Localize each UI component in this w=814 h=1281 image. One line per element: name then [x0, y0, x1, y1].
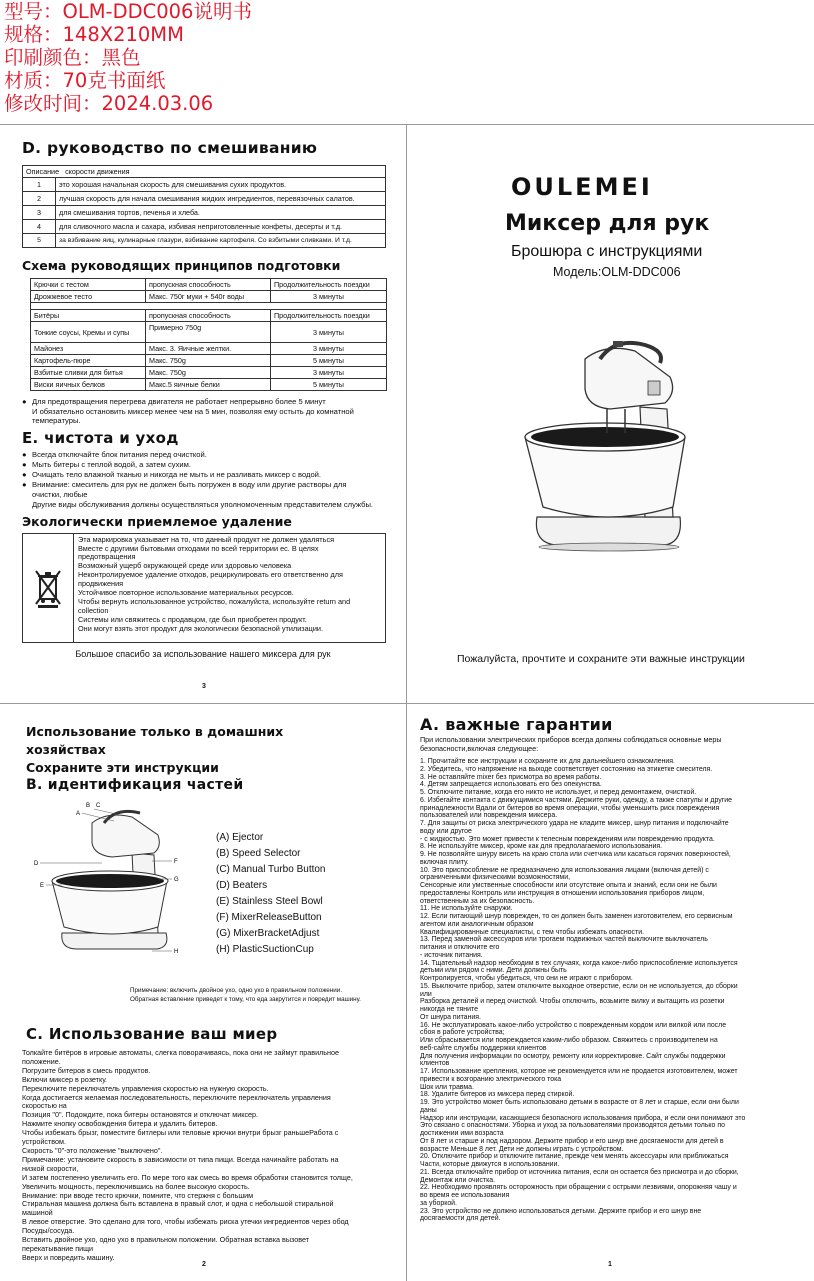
- diagram-label: H: [174, 949, 179, 955]
- diagram-label: B: [86, 803, 91, 809]
- safeguard-line: 21. Всегда отключайте прибор от источника питания, если он остается без присмотра и до сборки,: [420, 1168, 739, 1176]
- page-number: 3: [202, 683, 206, 690]
- parts-list: [216, 830, 326, 958]
- booklet-sheet: [0, 124, 814, 1281]
- table-cell: 3 минуты: [271, 322, 387, 343]
- safeguard-line: 14. Тщательный надзор необходим в тех случаях, когда какое-либо приспособление используется: [420, 959, 738, 967]
- brand-logo: OULEMEI: [511, 173, 653, 201]
- safeguard-line: Контролируется, чтобы убедиться, что они не играют с прибором.: [420, 975, 633, 983]
- table-cell: это хорошая начальная скорость для смешивания сухих продуктов.: [56, 178, 386, 192]
- eco-line: Вместе с другими бытовыми отходами по всей территории ес. В целях: [78, 543, 319, 553]
- part-item: (H) PlasticSuctionCup: [216, 944, 314, 955]
- safeguard-line: 8. Не используйте миксер, кроме как для предполагаемого использования.: [420, 843, 663, 851]
- text-line: Нажмите кнопку освобождения битера и удалить битеров.: [22, 1119, 218, 1129]
- clean-list: [22, 450, 392, 510]
- table-cell: для смешивания тортов, печенья и хлеба.: [56, 206, 386, 220]
- table-row: [31, 355, 387, 367]
- safeguard-line: досягаемости для детей.: [420, 1215, 501, 1223]
- table-row: [31, 310, 387, 322]
- table-row: [31, 343, 387, 355]
- table-cell: Виски яичных белков: [31, 379, 146, 391]
- page-3: [22, 139, 392, 699]
- list-item: [22, 460, 392, 470]
- home-use-line: Сохраните эти инструкции: [26, 760, 219, 775]
- safeguard-line: - с жидкостью. Это может привести к телесным повреждениям или повреждению продукта.: [420, 835, 715, 843]
- safeguards-intro: [420, 736, 808, 753]
- safeguard-line: клиентов: [420, 1060, 450, 1068]
- eco-text: [74, 534, 385, 642]
- text-line: Скорость "0"-это положение "выключено".: [22, 1145, 163, 1155]
- table-header: Продолжительность поездки: [271, 310, 387, 322]
- safeguards-list: [420, 758, 808, 1223]
- safeguard-line: Это связано с опасностями. Уборка и уход за пользователями производятся детьми только по: [420, 1122, 725, 1130]
- table-row: [23, 220, 386, 234]
- list-item-text: очистки, любые: [32, 489, 88, 499]
- safeguards-title: A. важные гарантии: [420, 715, 613, 734]
- safeguard-line: ответственным за их безопасность.: [420, 897, 535, 905]
- safeguard-line: Шок или травма.: [420, 1083, 474, 1091]
- safeguard-line: воду или другое: [420, 827, 472, 835]
- text-line: При использовании электрических приборов всегда должны соблюдаться основные меры: [420, 735, 722, 744]
- safeguard-line: 11. Не используйте снаружи.: [420, 905, 513, 913]
- table-cell: Тонкие соусы, Кремы и супы: [31, 322, 146, 343]
- cover-subtitle: Брошюра с инструкциями: [511, 243, 703, 260]
- spec-line: 修改时间：2024.03.06: [4, 92, 214, 115]
- safeguard-line: 19. Это устройство может быть использовано детьми в возрасте от 8 лет и старше, если они были: [420, 1099, 739, 1107]
- text-line: машиной: [22, 1208, 53, 1218]
- parts-note: [130, 987, 361, 1004]
- table-header: Описание: [26, 167, 60, 176]
- safeguard-line: Или сбрасывается или повреждается каким-либо образом. Свяжитесь с производителем на: [420, 1037, 718, 1045]
- use-text: [22, 1049, 394, 1263]
- prep-title: Схема руководящих принципов подготовки: [22, 258, 341, 273]
- safeguard-line: во время ее использования: [420, 1192, 510, 1200]
- eco-line: Неконтролируемое удаление отходов, рециркулировать его ответственно для: [78, 570, 343, 580]
- safeguard-line: детьми или рядом с ними. Дети должны быть: [420, 967, 567, 975]
- safeguard-line: ограниченными физическими возможностями,: [420, 874, 570, 882]
- safeguard-line: - источник питания.: [420, 951, 483, 959]
- page-1: [420, 715, 808, 1271]
- text-line: Включи миксер в розетку.: [22, 1074, 108, 1084]
- part-item: (G) MixerBracketAdjust: [216, 928, 320, 939]
- bullet-icon: ●: [22, 479, 27, 489]
- safeguard-line: 22. Необходимо проявлять осторожность при обращении с острыми лезвиями, опорожняя чашу и: [420, 1184, 737, 1192]
- spec-line: 规格：148X210MM: [4, 23, 184, 46]
- eco-line: Эта маркировка указывает на то, что данный продукт не должен удаляться: [78, 534, 335, 544]
- safeguard-line: 2. Убедитесь, что напряжение на выходе соответствует состоянию на этикетке смесителя.: [420, 765, 713, 773]
- table-row: [31, 322, 387, 343]
- text-line: безопасности,включая следующее:: [420, 743, 539, 753]
- text-line: Погрузите битеров в смесь продуктов.: [22, 1065, 151, 1075]
- text-line: Примечание: установите скорость в зависимости от типа пищи. Всегда начинайте работать на: [22, 1154, 339, 1164]
- table-cell: для сливочного масла и сахара, избивая неприготовленные конфеты, десерты и т.д.: [56, 220, 386, 234]
- safeguard-line: 18. Удалите битеров из миксера перед стиркой.: [420, 1091, 575, 1099]
- table-header: скорости движения: [65, 167, 130, 176]
- text-line: устройством.: [22, 1137, 66, 1147]
- text-line: Стиральная машина должна быть вставлена в правый слот, и одна с небольшой стиральной: [22, 1199, 334, 1209]
- safeguard-line: 3. Не оставляйте mixer без присмотра во время работы.: [420, 773, 602, 781]
- safeguard-line: Надзор или инструкции, касающиеся безопасного использования прибора, и если они понимают это: [420, 1114, 746, 1122]
- eco-line: продвижения: [78, 579, 124, 589]
- diagram-label: A: [76, 811, 81, 817]
- eco-line: предотвращения: [78, 552, 136, 562]
- list-item-text: Мыть битеры с теплой водой, а затем сухим.: [32, 459, 191, 469]
- list-item: [22, 490, 392, 500]
- overheat-note: [22, 397, 392, 426]
- table-header: пропускная способность: [146, 279, 271, 291]
- safeguard-line: 1. Прочитайте все инструкции и сохраните их для дальнейшего ознакомления.: [420, 758, 675, 766]
- part-item: (E) Stainless Steel Bowl: [216, 896, 323, 907]
- list-item: [22, 500, 392, 510]
- part-item: (A) Ejector: [216, 832, 264, 843]
- text-line: положение.: [22, 1056, 61, 1066]
- text-line: скоростью на: [22, 1101, 67, 1111]
- table-header: Битёры: [31, 310, 146, 322]
- safeguard-line: 12. Если питающий шнур поврежден, то он должен быть заменен изготовителем, его сервисным: [420, 913, 733, 921]
- crossed-bin-icon: [33, 568, 63, 608]
- table-cell: Дрожжевое тесто: [31, 291, 146, 303]
- cover-footer: Пожалуйста, прочтите и сохраните эти важные инструкции: [457, 653, 745, 665]
- diagram-label: E: [40, 883, 45, 889]
- safeguard-line: 23. Это устройство не должно использоваться детьми. Держите прибор и его шнур вне: [420, 1207, 702, 1215]
- bullet-icon: ●: [22, 469, 27, 479]
- note-line: Для предотвращения перегрева двигателя не работает непрерывно более 5 минут: [32, 397, 326, 406]
- table-cell: Макс. 750г муки + 540г воды: [146, 291, 271, 303]
- text-line: Посуды/сосуда.: [22, 1226, 75, 1236]
- part-item: (C) Manual Turbo Button: [216, 864, 326, 875]
- home-use-line: хозяйствах: [26, 742, 106, 757]
- eco-line: Чтобы вернуть использованное устройство, пожалуйста, используйте return and: [78, 596, 351, 606]
- safeguard-line: веб-сайте службы поддержки клиентов: [420, 1044, 547, 1052]
- part-item: (D) Beaters: [216, 880, 268, 891]
- safeguard-line: 7. Для защиты от риска электрического удара не кладите миксер, шнур питания и подключайте: [420, 820, 729, 828]
- table-cell: Картофель-пюре: [31, 355, 146, 367]
- table-cell: Макс. 3. Яичные желтки.: [146, 343, 271, 355]
- table-cell: за взбивание яиц, кулинарные глазури, взбивание картофеля. Со взбитыми сливками. И т.д.: [56, 234, 386, 248]
- mixing-title: D. руководство по смешиванию: [22, 139, 318, 157]
- note-line: И обязательно остановить миксер менее чем на 5 мин, позволяя ему остыть до комнатной: [32, 407, 354, 416]
- safeguard-line: возрасте Меньше 8 лет. Дети не должны играть с устройством.: [420, 1145, 624, 1153]
- table-cell: 5: [23, 234, 56, 248]
- table-header: Крючки с тестом: [31, 279, 146, 291]
- list-item: [22, 480, 392, 490]
- safeguard-line: Разборка деталей и перед очисткой. Чтобы отключить, возьмите вилку и вытащить из розетки: [420, 998, 725, 1006]
- safeguard-line: пользователей или повреждения миксера.: [420, 812, 558, 820]
- table-cell: 2: [23, 192, 56, 206]
- text-line: Когда достигается желаемая последовательность, переключите переключатель управления: [22, 1092, 331, 1102]
- text-line: Увеличить мощность, переключившись на более высокую скорость.: [22, 1181, 250, 1191]
- safeguard-line: включая плиту.: [420, 858, 469, 866]
- table-cell: 5 минуты: [271, 379, 387, 391]
- safeguard-line: даны: [420, 1106, 437, 1114]
- safeguard-line: От 8 лет и старше и под надзором. Держите прибор и его шнур вне досягаемости для детей в: [420, 1137, 724, 1145]
- text-line: Вставить двойное ухо, одно ухо в правильном положении. Обратная вставка вызовет: [22, 1235, 309, 1245]
- text-line: перекатывание пищи: [22, 1243, 94, 1253]
- text-line: низкой скорости,: [22, 1163, 79, 1173]
- table-cell: Макс.5 яичные белки: [146, 379, 271, 391]
- page-number: 2: [202, 1261, 206, 1268]
- list-item: [22, 450, 392, 460]
- eco-box: [22, 533, 386, 643]
- safeguard-line: 4. Детям запрещается использовать его без опекунства.: [420, 781, 602, 789]
- bullet-icon: ●: [22, 397, 27, 406]
- speed-table: [22, 165, 386, 248]
- list-item: [22, 470, 392, 480]
- page-2: [22, 723, 398, 1273]
- eco-line: Системы или свяжитесь с продавцом, где был приобретен продукт.: [78, 614, 307, 624]
- spec-line: 材质：70克书面纸: [4, 69, 166, 92]
- diagram-label: C: [96, 803, 101, 809]
- safeguard-line: 15. Выключите прибор, затем отключите выходное отверстие, если он не используется, до сборки: [420, 982, 738, 990]
- text-line: Внимание: при вводе тесто крючки, помните, что стержня с большим: [22, 1190, 254, 1200]
- model-number: Модель:OLM-DDC006: [553, 265, 681, 279]
- table-cell: 1: [23, 178, 56, 192]
- safeguard-line: Части, которые движутся в использовании.: [420, 1161, 560, 1169]
- text-line: Толкайте битёров в игровые автоматы, слегка поворачиваясь, пока они не займут правильное: [22, 1048, 339, 1057]
- safeguard-line: или: [420, 990, 432, 998]
- table-row: [23, 206, 386, 220]
- safeguard-line: Демонтаж или очистка.: [420, 1176, 496, 1184]
- safeguard-line: принадлежности Вдали от битеров во время операции, чтобы уменьшить риск повреждения: [420, 804, 720, 812]
- bullet-icon: ●: [22, 459, 27, 469]
- safeguard-line: никогда не тяните: [420, 1006, 478, 1014]
- eco-line: Возможный ущерб окружающей среде или здоровью человека: [78, 561, 292, 571]
- safeguard-line: сбоя в работе устройства;: [420, 1029, 505, 1037]
- table-cell: Взбитые сливки для битья: [31, 367, 146, 379]
- safeguard-line: 20. Отключите прибор и отключите питание, прежде чем менять аксессуары или приближаться: [420, 1153, 729, 1161]
- safeguard-line: 6. Избегайте контакта с движущимися частями. Держите руки, одежду, а также спатулы и другие: [420, 796, 732, 804]
- home-use-line: Использование только в домашних: [26, 724, 284, 739]
- table-cell: 3 минуты: [271, 343, 387, 355]
- text-line: И затем постепенно увеличить его. По мере того как смесь во время обработки становится толще,: [22, 1172, 353, 1182]
- parts-title: B. идентификация частей: [26, 777, 244, 793]
- safeguard-line: 17. Использование крепления, которое не рекомендуется или не продается изготовителем, может: [420, 1068, 738, 1076]
- table-cell: лучшая скорость для начала смешивания жидких ингредиентов, перевязочных салатов.: [56, 192, 386, 206]
- fold-line-horizontal: [0, 703, 814, 704]
- list-item-text: Всегда отключайте блок питания перед очисткой.: [32, 449, 207, 459]
- table-row: [31, 291, 387, 303]
- text-line: Чтобы избежать брызг, поместите битлеры или теловые крючки внутри брызг раньшеРабота с: [22, 1128, 339, 1138]
- safeguard-line: за уборкой.: [420, 1199, 457, 1207]
- table-row: [23, 178, 386, 192]
- table-cell: Макс. 750g: [146, 367, 271, 379]
- clean-title: E. чистота и уход: [22, 428, 179, 447]
- parts-diagram: [32, 803, 192, 963]
- table-row: [23, 166, 386, 178]
- table-cell: Макс. 750g: [146, 355, 271, 367]
- note-line: температуры.: [32, 416, 81, 426]
- diagram-label: D: [34, 861, 39, 867]
- diagram-label: F: [174, 859, 178, 865]
- list-item-text: Внимание: смеситель для рук не должен быть погружен в воду или другие растворы для: [32, 479, 347, 489]
- text-line: Позиция "0". Подождите, пока битеры остановятся и отключат миксер.: [22, 1110, 259, 1120]
- safeguard-line: От шнура питания.: [420, 1013, 481, 1021]
- table-row: [23, 234, 386, 248]
- safeguard-line: Для получения информации по осмотру, ремонту или корректировке. Сайт службы поддержки: [420, 1052, 726, 1060]
- safeguard-line: 16. Не эксплуатировать какое-либо устройство с поврежденным кордом или вилкой или после: [420, 1021, 727, 1029]
- page-number: 1: [608, 1261, 612, 1268]
- table-row: [31, 279, 387, 291]
- table-cell: 4: [23, 220, 56, 234]
- safeguard-line: 13. Перед заменой аксессуаров или трогаем подвижных частей выключите выключатель: [420, 936, 708, 944]
- table-cell: 3 минуты: [271, 291, 387, 303]
- text-line: Переключите переключатель управления скоростью на нужную скорость.: [22, 1083, 269, 1093]
- text-line: Вверх и повредить машину.: [22, 1252, 115, 1262]
- table-cell: Майонез: [31, 343, 146, 355]
- thanks-text: Большое спасибо за использование нашего миксера для рук: [75, 648, 331, 659]
- table-row: [23, 192, 386, 206]
- list-item-text: Другие виды обслуживания должны осуществляться уполномоченным представителем службы.: [32, 499, 374, 509]
- cover-page: [407, 125, 814, 703]
- bullet-icon: ●: [22, 449, 27, 459]
- table-cell: Примерно 750g: [146, 322, 271, 343]
- safeguard-line: 9. Не позволяйте шнуру висеть на краю стола или счетчика или касаться горячих поверхностей,: [420, 851, 731, 859]
- part-item: (F) MixerReleaseButton: [216, 912, 322, 923]
- spec-header: [4, 0, 252, 115]
- use-title: C. Использование ваш миер: [26, 1025, 278, 1043]
- safeguard-line: 10. Это приспособление не предназначено для использования лицами (включая детей) с: [420, 866, 709, 874]
- eco-title: Экологически приемлемое удаление: [22, 513, 292, 529]
- safeguard-line: Сенсорные или умственные способности или отсутствие опыта и знаний, если они не были: [420, 882, 717, 890]
- table-cell: 3 минуты: [271, 367, 387, 379]
- note-line: Примечание: включить двойное ухо, одно ухо в правильном положении.: [130, 987, 343, 994]
- eco-line: Они могут взять этот продукт для экологически безопасной утилизации.: [78, 623, 324, 633]
- text-line: В левое отверстие. Это сделано для того, чтобы избежать риска утечки ингредиентов через обод: [22, 1217, 349, 1227]
- table-header: пропускная способность: [146, 310, 271, 322]
- table-header: Продолжительность поездки: [271, 279, 387, 291]
- table-cell: 3: [23, 206, 56, 220]
- safeguard-line: предоставлены Контроль или инструкция в отношении использования приборов лицом,: [420, 889, 705, 897]
- table-cell: 5 минуты: [271, 355, 387, 367]
- safeguard-line: 5. Отключите питание, когда его никто не использует, и перед демонтажем, очисткой.: [420, 789, 697, 797]
- safeguard-line: достижении ими возраста: [420, 1130, 504, 1138]
- eco-line: collection: [78, 605, 109, 615]
- table-row: [31, 379, 387, 391]
- prep-table-hooks: [30, 278, 387, 391]
- safeguard-line: привести к возгоранию электрического тока: [420, 1075, 562, 1083]
- list-item-text: Очищать тело влажной тканью и никогда не мыть и не разливать миксер с водой.: [32, 469, 322, 479]
- part-item: (B) Speed Selector: [216, 848, 301, 859]
- safeguard-line: питания и отключите его: [420, 944, 500, 952]
- table-row: [31, 367, 387, 379]
- mixer-image: [515, 337, 705, 557]
- note-line: Обратная вставление приведет к тому, что еда закрутится и повредит машину.: [130, 995, 361, 1003]
- weee-bin-icon: [23, 534, 74, 642]
- spec-line: 型号：OLM-DDC006说明书: [4, 0, 252, 23]
- safeguard-line: Квалифицированные специалисты, с тем чтобы избежать опасности.: [420, 928, 644, 936]
- cover-title: Миксер для рук: [505, 211, 710, 236]
- spec-line: 印刷颜色：黑色: [4, 46, 141, 69]
- safeguard-line: агентом или аналогичным образом: [420, 920, 534, 928]
- diagram-label: G: [174, 877, 179, 883]
- eco-line: Устойчивое повторное использование материальных ресурсов.: [78, 588, 294, 598]
